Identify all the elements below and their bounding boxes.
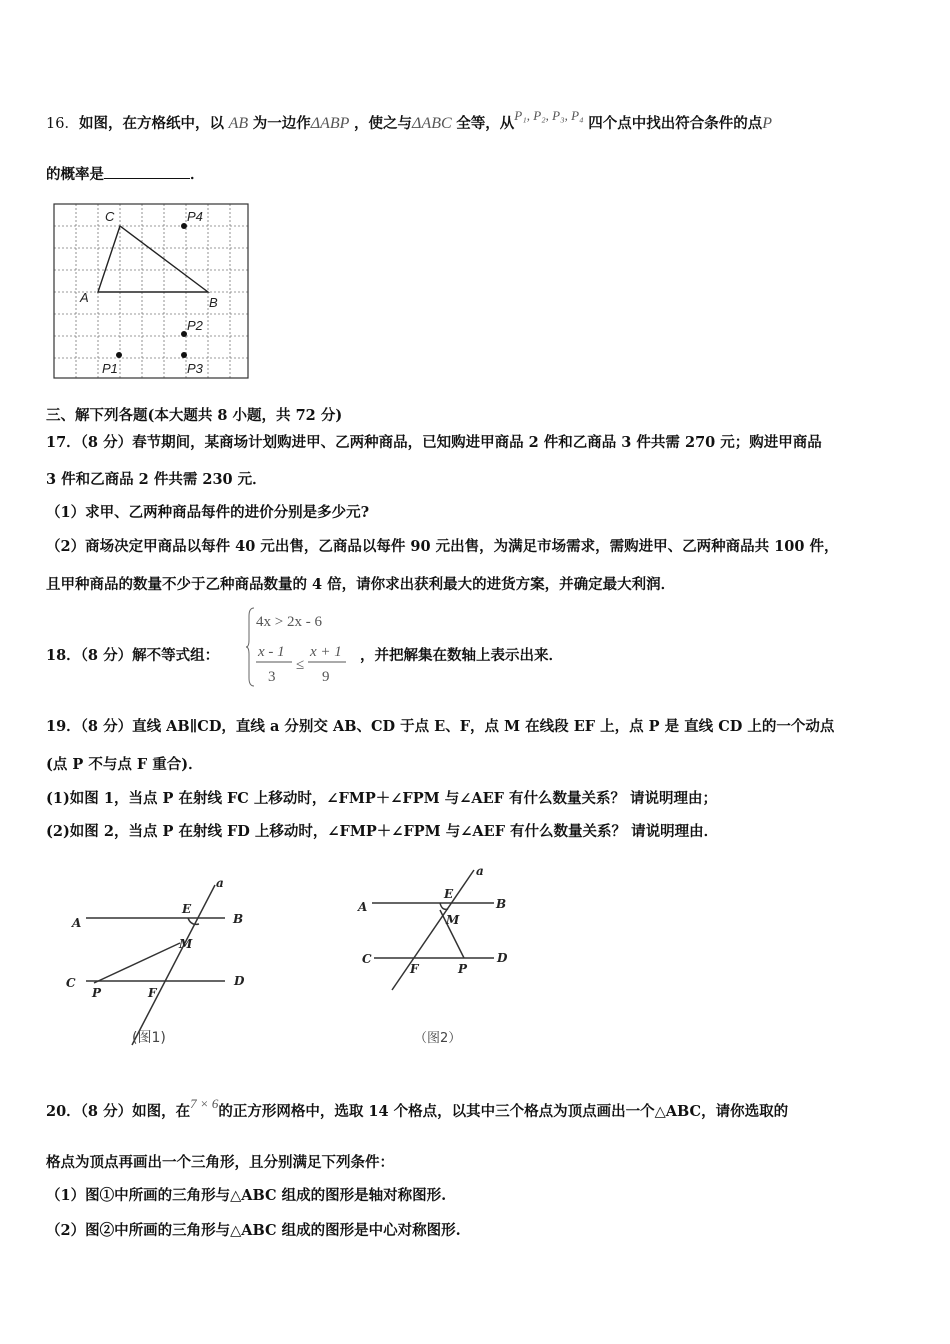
- inequality-1: 4x > 2x - 6: [256, 614, 322, 630]
- section-3-heading: 三、解下列各题(本大题共 8 小题，共 72 分): [46, 407, 343, 424]
- q16-line2-text: 的概率是: [46, 166, 104, 183]
- q18-suffix: ，并把解集在数轴上表示出来．: [360, 647, 563, 664]
- q16-period: ．: [190, 166, 205, 183]
- label-b: B: [209, 295, 218, 310]
- q19-sub1: (1)如图 1，当点 P 在射线 FC 上移动时，∠FMP＋∠FPM 与∠AEF 有什么数量关系？ 请说明理由；: [46, 790, 718, 807]
- fig1-label-F: F: [148, 986, 157, 1000]
- q20-line1: [46, 1096, 789, 1122]
- q20-text-2: 的正方形网格中，选取 14 个格点，以其中三个格点为顶点画出一个△ABC，请你选取的: [218, 1103, 789, 1120]
- fraction-2-numerator: x + 1: [310, 644, 342, 660]
- fig1-label-D: D: [234, 974, 245, 988]
- fig2-caption: （图2）: [414, 1031, 462, 1046]
- fraction-2-denominator: 9: [322, 669, 330, 685]
- leq-sign: ≤: [296, 657, 305, 673]
- inequality-system: [246, 606, 356, 688]
- q16-text-3: ，使之与: [354, 115, 413, 132]
- fig2-label-A: A: [358, 900, 368, 914]
- fig1-label-A: A: [72, 916, 82, 930]
- q16-text-4: 全等，从: [456, 115, 515, 132]
- q20-line2: 格点为顶点再画出一个三角形，且分别满足下列条件：: [46, 1154, 394, 1171]
- label-p2: P2: [187, 318, 203, 333]
- fig1-label-a: a: [216, 876, 224, 890]
- label-c: C: [105, 209, 115, 224]
- q16-math-ab: AB: [228, 115, 249, 132]
- q16-text-5: 四个点中找出符合条件的点: [588, 115, 763, 132]
- q17-line2: 3 件和乙商品 2 件共需 230 元．: [46, 471, 267, 488]
- q17-sub1: （1）求甲、乙两种商品每件的进价分别是多少元?: [46, 504, 370, 521]
- q16-line1: [46, 108, 772, 134]
- fig2-label-D: D: [497, 951, 508, 965]
- label-p3: P3: [187, 361, 203, 376]
- q17-sub2a: （2）商场决定甲商品以每件 40 元出售，乙商品以每件 90 元出售，为满足市场需求，需购进甲、乙两种商品共 100 件，: [46, 538, 839, 555]
- q17-sub2b: 且甲种商品的数量不少于乙种商品数量的 4 倍，请你求出获利最大的进货方案，并确定最大利润．: [46, 576, 676, 593]
- fig1-label-E: E: [182, 902, 192, 916]
- q16-math-p: P: [762, 115, 772, 132]
- answer-blank: [104, 164, 190, 179]
- q19-line2: (点 P 不与点 F 重合)．: [46, 756, 203, 773]
- q16-text-2: 为一边作: [252, 115, 311, 132]
- q16-grid-figure: [52, 202, 252, 382]
- q19-figure-2: [352, 862, 532, 1047]
- label-p4: P4: [187, 209, 203, 224]
- q16-number: 16．: [46, 116, 79, 132]
- point-p3: [181, 352, 187, 358]
- fig1-caption: (图1): [132, 1030, 166, 1046]
- fig1-label-M: M: [179, 937, 193, 951]
- q16-math-points: P₁, P₂, P₃, P₄: [514, 108, 584, 123]
- fig2-label-M: M: [446, 913, 460, 927]
- fig1-label-B: B: [233, 912, 244, 926]
- q20-sub2: （2）图②中所画的三角形与△ABC 组成的图形是中心对称图形.: [46, 1222, 461, 1239]
- q20-sub1: （1）图①中所画的三角形与△ABC 组成的图形是轴对称图形.: [46, 1187, 447, 1204]
- fig2-label-E: E: [444, 887, 454, 901]
- q16-line2: [46, 164, 205, 185]
- triangle-abc: [98, 226, 208, 292]
- fig2-label-a: a: [476, 864, 484, 878]
- q16-math-abp: ΔABP: [310, 115, 350, 132]
- fraction-1-numerator: x - 1: [258, 644, 285, 660]
- q16-math-abc: ΔABC: [412, 115, 452, 132]
- q19-line1: 19．（8 分）直线 AB∥CD，直线 a 分别交 AB、CD 于点 E、F，点 M 在线段 EF 上，点 P 是 直线 CD 上的一个动点: [46, 718, 835, 735]
- q19-figure-1: [60, 875, 260, 1055]
- point-p1: [116, 352, 122, 358]
- q19-sub2: (2)如图 2，当点 P 在射线 FD 上移动时，∠FMP＋∠FPM 与∠AEF 有什么数量关系？ 请说明理由．: [46, 823, 719, 840]
- fig2-label-P: P: [458, 962, 468, 976]
- fig2-label-C: C: [362, 952, 372, 966]
- fig2-label-B: B: [496, 897, 507, 911]
- q18-prefix: [46, 646, 219, 666]
- q20-text-1: 20．（8 分）如图，在: [46, 1103, 191, 1120]
- q20-math-grid: 7 × 6: [190, 1096, 219, 1111]
- label-p1: P1: [102, 361, 118, 376]
- fraction-1-denominator: 3: [268, 669, 276, 685]
- q18-prefix-text: 18．（8 分）解不等式组：: [46, 647, 220, 664]
- fig1-label-C: C: [66, 976, 76, 990]
- fig2-label-F: F: [410, 962, 419, 976]
- q16-text-1: 如图，在方格纸中，以: [78, 115, 224, 132]
- fig1-label-P: P: [92, 986, 102, 1000]
- q17-line1: 17．（8 分）春节期间，某商场计划购进甲、乙两种商品，已知购进甲商品 2 件和乙商品 3 件共需 270 元；购进甲商品: [46, 434, 822, 451]
- label-a: A: [80, 290, 89, 305]
